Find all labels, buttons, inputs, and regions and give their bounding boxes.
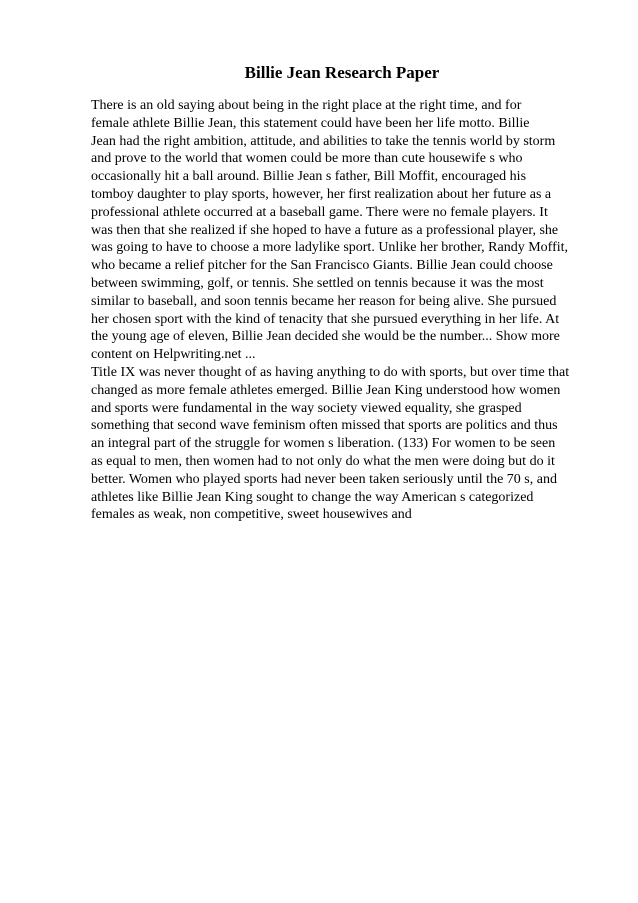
text-line: occasionally hit a ball around. Billie Jean s father, Bill Moffit, encouraged his: [91, 169, 527, 185]
text-line: was going to have to choose a more ladylike sport. Unlike her brother, Randy Moffit,: [91, 240, 569, 256]
text-line: the young age of eleven, Billie Jean decided she would be the number... Show more: [91, 329, 560, 345]
text-line: changed as more female athletes emerged. Billie Jean King understood how women: [91, 382, 561, 398]
text-line: similar to baseball, and soon tennis became her reason for being alive. She pursued: [91, 293, 557, 309]
text-line: as equal to men, then women had to not only do what the men were doing but do it: [91, 453, 555, 469]
text-line: tomboy daughter to play sports, however, her first realization about her future as a: [91, 186, 552, 202]
text-line: professional athlete occurred at a baseball game. There were no female players. It: [91, 204, 548, 220]
text-line: Jean had the right ambition, attitude, and abilities to take the tennis world by storm: [91, 133, 556, 149]
text-line: an integral part of the struggle for women s liberation. (133) For women to be seen: [91, 436, 556, 452]
text-line: Title IX was never thought of as having anything to do with sports, but over time that: [91, 364, 570, 380]
text-line: There is an old saying about being in the right place at the right time, and for: [91, 98, 522, 113]
text-line: content on Helpwriting.net ...: [91, 347, 256, 363]
text-line: better. Women who played sports had never been taken seriously until the 70 s, and: [91, 471, 557, 487]
text-line: and prove to the world that women could be more than cute housewife s who: [91, 151, 523, 167]
text-line: was then that she realized if she hoped to have a future as a professional player, she: [91, 222, 559, 238]
text-line: athletes like Billie Jean King sought to change the way American s categorized: [91, 489, 534, 505]
page-title: Billie Jean Research Paper: [244, 63, 440, 82]
document-body: [91, 97, 611, 524]
text-line: between swimming, golf, or tennis. She settled on tennis because it was the most: [91, 275, 544, 291]
text-line: her chosen sport with the kind of tenacity that she pursued everything in her life. At: [91, 311, 560, 327]
text-line: females as weak, non competitive, sweet housewives and: [91, 507, 412, 523]
text-line: something that second wave feminism often missed that sports are politics and thus: [91, 418, 558, 434]
text-line: female athlete Billie Jean, this statement could have been her life motto. Billie: [91, 115, 530, 131]
text-line: and sports were fundamental in the way society viewed equality, she grasped: [91, 400, 522, 416]
text-line: who became a relief pitcher for the San Francisco Giants. Billie Jean could choose: [91, 258, 553, 274]
